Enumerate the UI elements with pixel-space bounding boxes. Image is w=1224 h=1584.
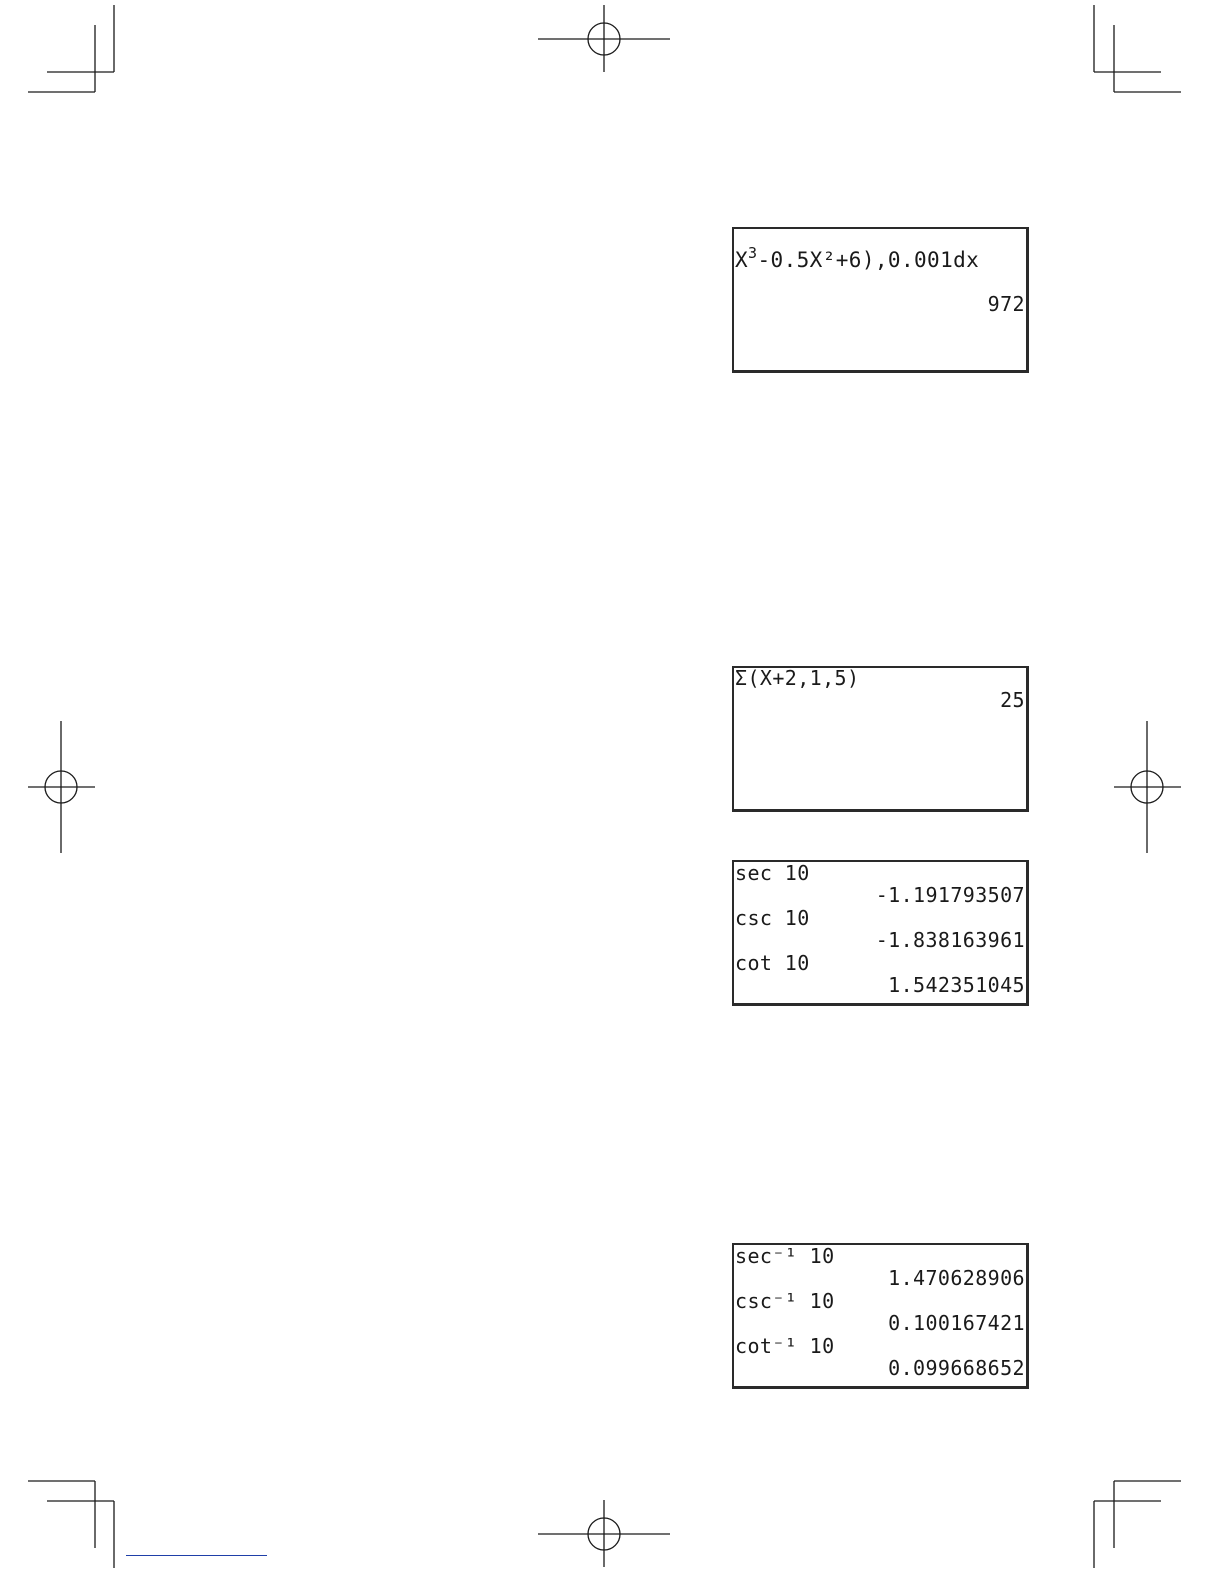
arccsc-expression: csc⁻¹ 10 — [735, 1289, 835, 1313]
calculator-screen-inverse-reciprocal-trig — [732, 1243, 1029, 1389]
integral-expression — [735, 244, 980, 272]
expression-rest: -0.5X²+6),0.001dx — [757, 248, 980, 272]
csc-expression: csc 10 — [735, 906, 810, 930]
arccot-result: 0.099668652 — [888, 1356, 1025, 1380]
calculator-screen-summation — [732, 666, 1029, 812]
summation-result: 25 — [1000, 688, 1025, 712]
summation-expression: Σ(X+2,1,5) — [735, 666, 860, 690]
calculator-screen-integral — [732, 227, 1029, 373]
arccsc-result: 0.100167421 — [888, 1311, 1025, 1335]
arccot-expression: cot⁻¹ 10 — [735, 1334, 835, 1358]
expression-base: X — [735, 248, 749, 272]
cot-expression: cot 10 — [735, 951, 810, 975]
integral-result: 972 — [987, 292, 1025, 316]
csc-result: -1.838163961 — [875, 928, 1025, 952]
sec-expression: sec 10 — [735, 861, 810, 885]
arcsec-result: 1.470628906 — [888, 1266, 1025, 1290]
calculator-screen-reciprocal-trig — [732, 860, 1029, 1006]
cot-result: 1.542351045 — [888, 973, 1025, 997]
expression-exponent: 3 — [748, 244, 758, 262]
arcsec-expression: sec⁻¹ 10 — [735, 1244, 835, 1268]
sec-result: -1.191793507 — [875, 883, 1025, 907]
footer-rule — [126, 1555, 267, 1556]
